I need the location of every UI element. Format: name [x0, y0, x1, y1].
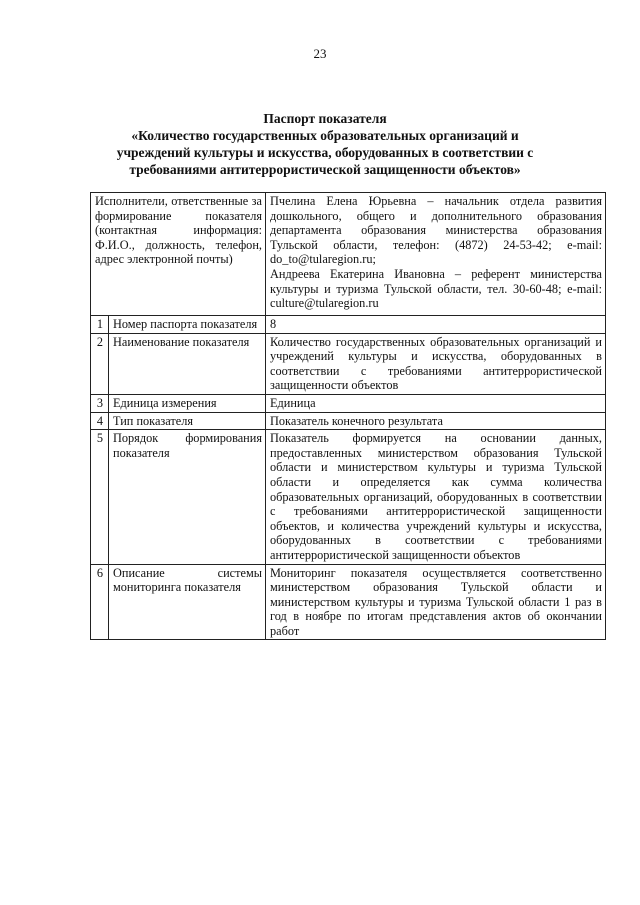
row-number: 3	[91, 394, 109, 412]
responsible-persons-row	[91, 193, 606, 316]
page-number: 23	[313, 46, 327, 61]
title-line-4: требованиями антитеррористической защищенности объектов»	[129, 162, 521, 177]
passport-title	[90, 110, 560, 178]
row-number: 2	[91, 333, 109, 394]
table-row	[91, 316, 606, 334]
title-line-2: «Количество государственных образовательных организаций и	[131, 128, 519, 143]
indicator-passport-table	[90, 192, 606, 640]
table-row	[91, 564, 606, 640]
title-line-1: Паспорт показателя	[263, 111, 387, 126]
row-value: Единица	[266, 394, 606, 412]
table-row	[91, 430, 606, 564]
row-value: Показатель конечного результата	[266, 412, 606, 430]
table-row	[91, 394, 606, 412]
row-number: 6	[91, 564, 109, 640]
responsible-persons-value	[266, 193, 606, 316]
table-row	[91, 412, 606, 430]
row-label: Единица измерения	[109, 394, 266, 412]
row-label: Наименование показателя	[109, 333, 266, 394]
row-label: Тип показателя	[109, 412, 266, 430]
table-row	[91, 333, 606, 394]
row-label: Описание системы мониторинга показателя	[109, 564, 266, 640]
responsible-persons-label: Исполнители, ответственные за формирование показателя (контактная информация: Ф.И.О., должность, телефон, адрес электронной почты)	[91, 193, 266, 316]
row-number: 5	[91, 430, 109, 564]
row-number: 1	[91, 316, 109, 334]
row-label: Номер паспорта показателя	[109, 316, 266, 334]
row-value: Количество государственных образовательных организаций и учреждений культуры и искусства, оборудованных в соответствии с требованиями антитеррористической защищенности объектов	[266, 333, 606, 394]
row-label: Порядок формирования показателя	[109, 430, 266, 564]
contact-person-2: Андреева Екатерина Ивановна – референт министерства культуры и туризма Тульской области, тел. 30-60-48; e-mail: culture@tularegion.ru	[270, 266, 602, 311]
row-value: 8	[266, 316, 606, 334]
row-number: 4	[91, 412, 109, 430]
row-value: Показатель формируется на основании данных, предоставленных министерством образования Тульской области и министерством культуры и туризма Тульской области и определяется как сумма количества образовательных организаций, оборудованных в соответствии с требованиями антитеррористической защищенности объектов, и количества учреждений культуры и искусства, оборудованных в соответствии с требованиями антитеррористической защищенности объектов	[266, 430, 606, 564]
row-value: Мониторинг показателя осуществляется соответственно министерством образования Тульской области и министерством культуры и туризма Тульской области 1 раз в год в ноябре по итогам представления актов об окончании работ	[266, 564, 606, 640]
contact-person-1: Пчелина Елена Юрьевна – начальник отдела развития дошкольного, общего и дополнительного образования департамента образования министерства образования Тульской области, телефон: (4872) 24-53-42; e-mail: do_to@tularegion.ru;	[270, 194, 602, 267]
title-line-3: учреждений культуры и искусства, оборудованных в соответствии с	[116, 145, 534, 160]
